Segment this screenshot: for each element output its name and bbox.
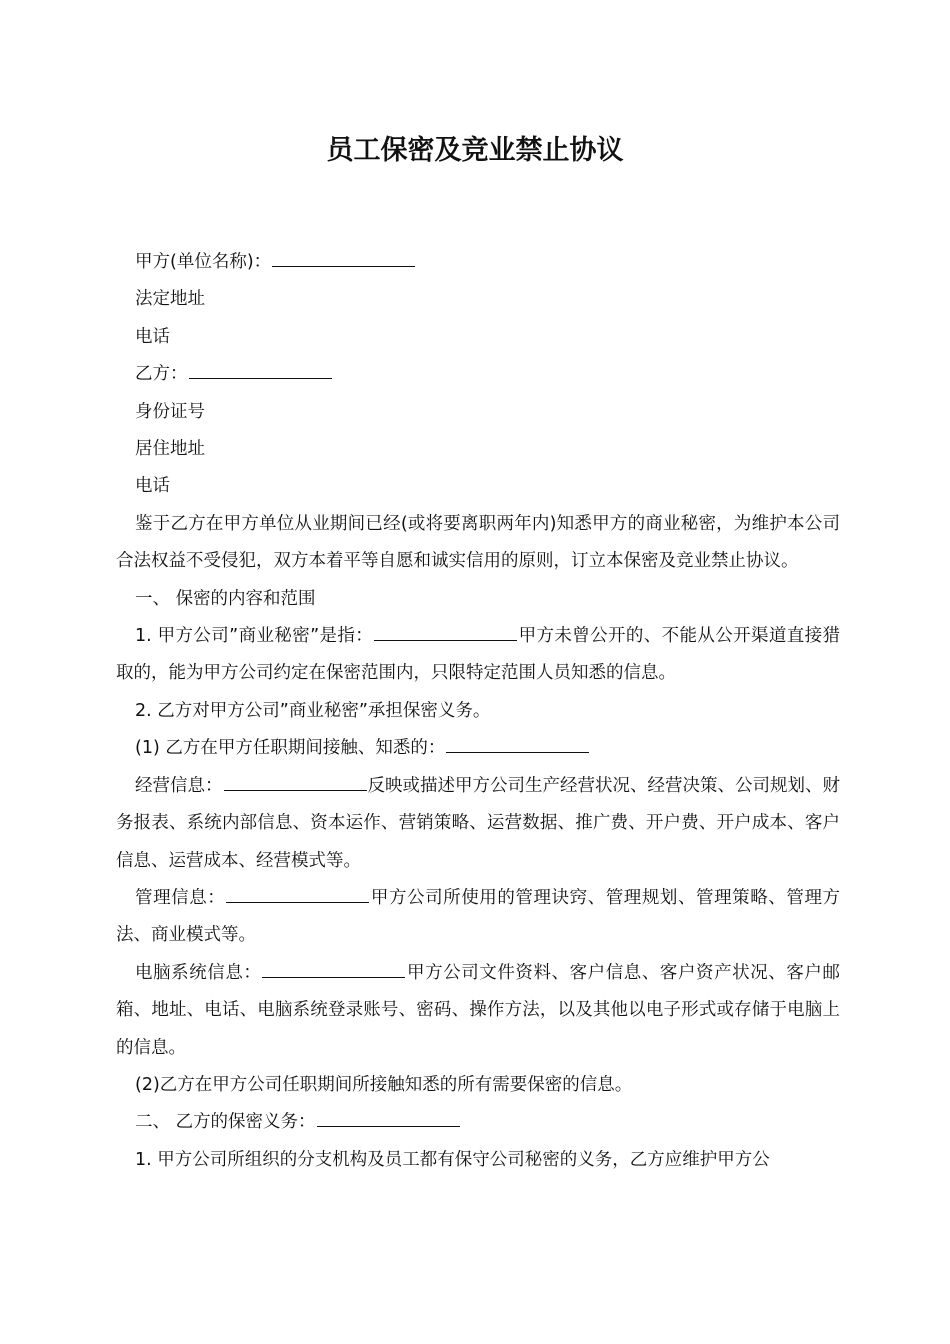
sub-item-2-paragraph: (2)乙方在甲方公司任职期间所接触知悉的所有需要保密的信息。 — [135, 1074, 633, 1095]
business-info-suffix: 反映或描述甲方公司生产经营状况、经营决策、公司规划、财务报表、系统内部信息、资本运作、营销策略、运营数据、推广费、开户费、开户成本、客户信息、运营成本、经营模式等。 — [116, 775, 840, 871]
party-a-phone: 电话 — [135, 326, 170, 347]
item-1-suffix: 甲方未曾公开的、不能从公开渠道直接猎取的，能为甲方公司约定在保密范围内，只限特定范围人员知悉的信息。 — [116, 626, 840, 684]
section-2-heading — [116, 1104, 840, 1141]
party-b-id: 身份证号 — [135, 401, 205, 422]
blank-underline — [272, 249, 415, 267]
section-1-heading: 一、 保密的内容和范围 — [135, 588, 316, 609]
party-b-phone: 电话 — [135, 476, 170, 497]
party-a-line — [116, 244, 840, 281]
blank-underline — [226, 885, 369, 903]
preamble-paragraph: 鉴于乙方在甲方单位从业期间已经(或将要离职两年内)知悉甲方的商业秘密，为维护本公司合法权益不受侵犯，双方本着平等自愿和诚实信用的原则，订立本保密及竞业禁止协议。 — [116, 513, 840, 572]
item-1-paragraph — [116, 618, 840, 693]
blank-underline — [189, 362, 332, 380]
item-2-paragraph: 2. 乙方对甲方公司”商业秘密”承担保密义务。 — [135, 700, 491, 721]
blank-underline — [224, 773, 367, 791]
sub-item-1-prefix: (1) 乙方在甲方任职期间接触、知悉的： — [135, 738, 446, 759]
item-1-prefix: 1. 甲方公司”商业秘密”是指： — [135, 626, 374, 647]
blank-underline — [374, 623, 517, 641]
party-b-line — [116, 356, 840, 393]
section-2-item-1-paragraph: 1. 甲方公司所组织的分支机构及员工都有保守公司秘密的义务，乙方应维护甲方公 — [135, 1149, 770, 1170]
management-info-suffix: 甲方公司所使用的管理诀窍、管理规划、管理策略、管理方法、商业模式等。 — [116, 887, 841, 946]
document-title: 员工保密及竞业禁止协议 — [326, 135, 624, 166]
management-info-prefix: 管理信息： — [135, 887, 226, 908]
party-a-label: 甲方(单位名称)： — [135, 252, 272, 272]
sub-item-1-paragraph — [116, 730, 840, 767]
party-a-address: 法定地址 — [135, 289, 205, 310]
party-b-label: 乙方： — [135, 364, 188, 385]
computer-info-paragraph — [116, 955, 840, 1067]
management-info-paragraph — [116, 880, 840, 955]
blank-underline — [262, 960, 405, 978]
blank-underline — [317, 1110, 460, 1128]
party-b-address: 居住地址 — [135, 439, 205, 460]
computer-info-suffix: 甲方公司文件资料、客户信息、客户资产状况、客户邮箱、地址、电话、电脑系统登录账号、密码、操作方法，以及其他以电子形式或存储于电脑上的信息。 — [116, 962, 840, 1058]
business-info-prefix: 经营信息： — [135, 775, 223, 796]
business-info-paragraph — [116, 768, 840, 880]
document-body — [116, 244, 840, 1179]
section-2-heading-prefix: 二、 乙方的保密义务： — [135, 1112, 316, 1133]
blank-underline — [446, 736, 589, 754]
computer-info-prefix: 电脑系统信息： — [135, 962, 262, 983]
